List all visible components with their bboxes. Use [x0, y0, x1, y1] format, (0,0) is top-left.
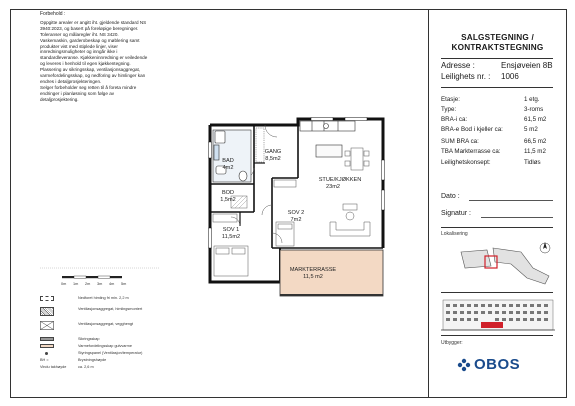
legend-label: Styringspanel (Ventilasjon/temperatur): [78, 351, 143, 355]
info-value: 1 etg.: [524, 96, 540, 103]
kitchen: [300, 121, 355, 157]
room-label-gang: GANG: [264, 149, 282, 155]
divider: [441, 292, 553, 293]
room-label-bod: BOD: [221, 190, 235, 196]
info-label: Leilighetskonsept:: [441, 159, 491, 166]
info-value: 66,5 m2: [524, 138, 547, 145]
title-line-2: KONTRAKTSTEGNING: [451, 43, 544, 52]
room-area-bad: 4m2: [222, 165, 234, 171]
info-label: Type:: [441, 106, 457, 113]
apartment-row: [441, 72, 519, 81]
room-label-terrasse: MARKTERRASSE: [289, 267, 337, 273]
developer-label: Utbygger:: [441, 340, 463, 346]
building-elevation: [441, 296, 555, 332]
info-value: 3-roms: [524, 106, 544, 113]
room-label-bad: BAD: [222, 158, 234, 164]
scale-tick-label: 1m: [73, 282, 79, 286]
room-area-sov2: 7m2: [290, 217, 302, 223]
legend-label: ca. 2,6 m: [78, 365, 94, 369]
address-value: Ensjøveien 8B: [501, 61, 553, 70]
date-field[interactable]: [441, 193, 460, 200]
notes-paragraph: Selger forbeholder seg retten til å foreta mindre endringer i planløsning som følge av detaljprosjektering.: [40, 84, 137, 102]
brand-logo: OBOS: [474, 356, 521, 373]
bathroom-fixtures: [213, 130, 251, 182]
info-label: Etasje:: [441, 96, 460, 103]
legend-label: Ventilasjonsaggregat, vegghengt: [78, 322, 134, 326]
info-value: 61,5 m2: [524, 116, 547, 123]
room-label-sov1: SOV 1: [222, 227, 240, 233]
dining-set: [345, 148, 369, 170]
room-label-sov2: SOV 2: [287, 210, 305, 216]
notes-heading: Forbehold :: [40, 11, 66, 17]
info-label: TBA Markterrasse ca:: [441, 148, 501, 155]
terrace-fill: [280, 250, 383, 296]
room-area-stue: 23m2: [326, 184, 340, 190]
info-value: Tidløs: [524, 159, 541, 166]
info-label: SUM BRA ca:: [441, 138, 479, 145]
date-label: Dato :: [441, 193, 460, 200]
scale-tick-label: 3m: [97, 282, 103, 286]
room-area-terrasse: 11,5 m2: [303, 274, 323, 280]
sofa-set: [330, 204, 370, 236]
obos-logo-icon: [457, 358, 471, 372]
apartment-value: 1006: [501, 72, 519, 81]
info-value: 5 m2: [524, 126, 538, 133]
room-area-sov1: 11,5m2: [221, 234, 241, 240]
scale-tick-label: 2m: [85, 282, 91, 286]
legend-prefix: BH =: [40, 358, 49, 362]
room-label-stue: STUE/KJØKKEN: [318, 177, 362, 183]
scale-tick-label: 5m: [121, 282, 127, 286]
address-row: [441, 61, 553, 70]
scale-tick-label: 0m: [61, 282, 67, 286]
notes-paragraph: Vaskemaskin, garderobeskap og møblering samt produkter vist med stiplede linjer, viser innredningsmuligheter og inngår ikke i standardleveranse. Kjøkkeninnredning er veiledende og leveres i henhold til egen kjøkkentegning.: [40, 37, 148, 67]
legend-label: Ventilasjonsaggregat, himlingsmontert: [78, 307, 143, 311]
legend-label: Sikringsskap: [78, 337, 100, 341]
divider: [441, 335, 553, 336]
notes-paragraph: Plassering av sikringsskap, ventilasjonsaggregat, varmefordelingsskap, og nedforing av himlinger kan endres i detaljprosjekteringen.: [40, 67, 146, 84]
room-area-bod: 1,5m2: [220, 197, 236, 203]
signature-label: Signatur :: [441, 210, 471, 217]
info-label: BRA-i ca:: [441, 116, 468, 123]
divider: [441, 87, 553, 88]
divider: [441, 58, 553, 59]
legend-label: Varmefordelingsskap gulvvarme: [78, 344, 132, 348]
divider: [441, 227, 553, 228]
legend-prefix: Vindu takhøyde: [40, 365, 67, 369]
sheet-title: [428, 33, 567, 53]
signature-field[interactable]: [441, 210, 471, 217]
date-line[interactable]: [469, 200, 553, 201]
location-map: [441, 238, 555, 288]
signature-line[interactable]: [481, 217, 553, 218]
info-label: BRA-e Bod i kjeller ca:: [441, 126, 503, 133]
legend-label: Nedforet himling fri min. 2,2 m: [78, 296, 129, 300]
address-label: Adresse :: [441, 61, 475, 70]
apartment-label: Leilighets nr. :: [441, 72, 491, 81]
title-line-1: SALGSTEGNING /: [461, 33, 534, 42]
location-label: Lokalisering: [441, 231, 468, 237]
terrace-edge: [280, 294, 383, 296]
info-value: 11,5 m2: [524, 148, 546, 155]
scale-tick-label: 4m: [109, 282, 115, 286]
highlighted-apartment: [481, 322, 503, 328]
legend-label: Brystningshøyde: [78, 358, 107, 362]
room-area-gang: 8,5m2: [265, 156, 281, 162]
notes-paragraph: Oppgitte arealer er angitt iht. gjeldende standard NS 3940:2023, og basert på foreløpige beregninger. Toleranser og målaregler iht. NS 3420.: [40, 19, 147, 37]
